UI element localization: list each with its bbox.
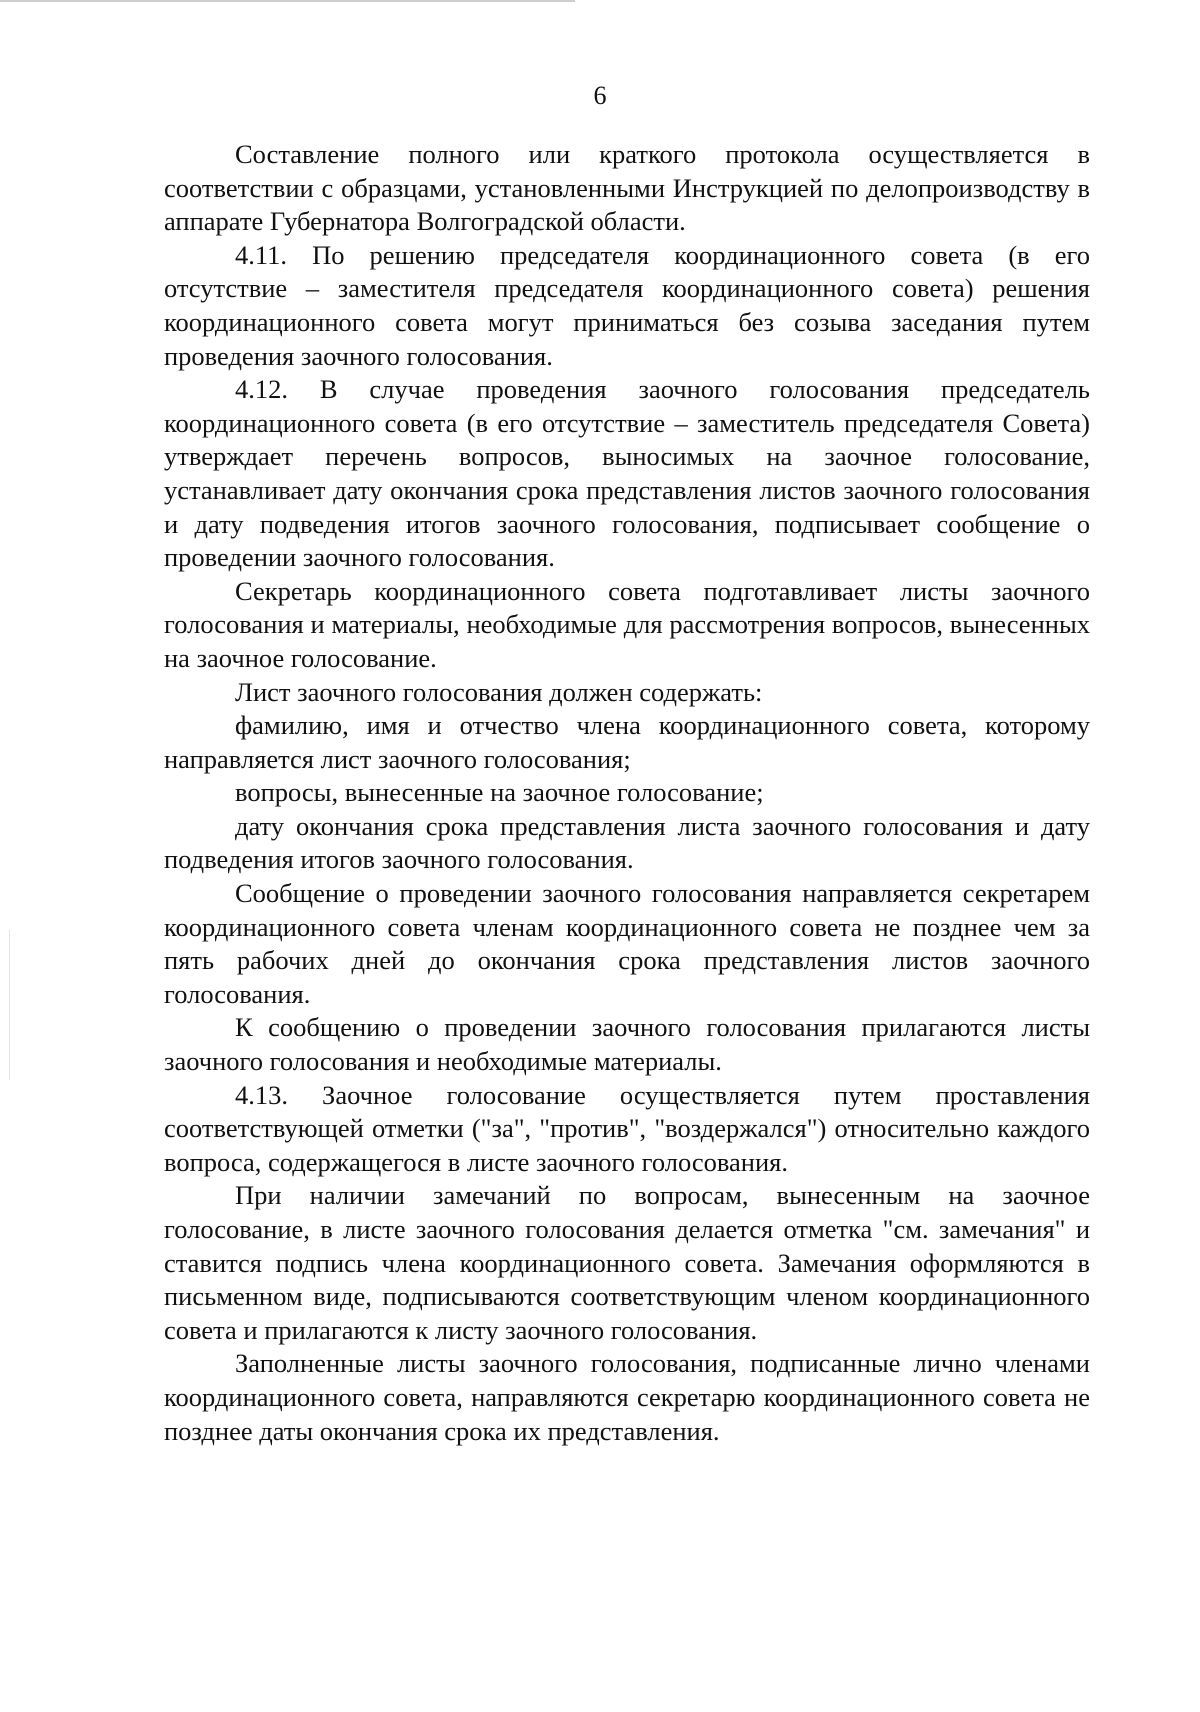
paragraph-notice-attachments: К сообщению о проведении заочного голосования прилагаются листы заочного голосования и необходимые материалы.	[164, 1012, 1090, 1077]
paragraph-remarks: При наличии замечаний по вопросам, вынесенным на заочное голосование, в листе заочного голосования делается отметка "см. замечания" и ставится подпись члена координационного совета. Замечания оформляются в письменном виде, подписываются соответствующим членом координационного совета и прилагаются к листу заочного голосования.	[164, 1180, 1090, 1345]
paragraph-notice-sent: Сообщение о проведении заочного голосования направляется секретарем координационного совета членам координационного совета не позднее чем за пять рабочих дней до окончания срока представления листов заочного голосования.	[164, 878, 1090, 1009]
scan-margin-mark	[9, 930, 10, 1080]
list-item-questions: вопросы, вынесенные на заочное голосование;	[235, 777, 764, 808]
list-item-member-name: фамилию, имя и отчество члена координационного совета, которому направляется лист заочного голосования;	[164, 710, 1090, 774]
page-number: 6	[593, 81, 607, 110]
paragraph-sheet-contents-intro: Лист заочного голосования должен содержать:	[235, 676, 763, 707]
scan-edge-line	[0, 0, 575, 2]
list-item-dates: дату окончания срока представления листа заочного голосования и дату подведения итогов заочного голосования.	[164, 810, 1090, 875]
paragraph-protocol-composition: Составление полного или краткого протокола осуществляется в соответствии с образцами, установленными Инструкцией по делопроизводству в аппарате Губернатора Волгоградской области.	[164, 139, 1090, 237]
document-body	[164, 138, 1090, 1448]
paragraph-4-13: 4.13. Заочное голосование осуществляется путем проставления соответствующей отметки ("за", "против", "воздержался") относительно каждого вопроса, содержащегося в листе заочного голосования.	[164, 1079, 1090, 1177]
paragraph-completed-sheets: Заполненные листы заочного голосования, подписанные лично членами координационного совета, направляются секретарю координационного совета не позднее даты окончания срока их представления.	[164, 1348, 1090, 1446]
paragraph-4-12: 4.12. В случае проведения заочного голосования председатель координационного совета (в его отсутствие – заместитель председателя Совета) утверждает перечень вопросов, выносимых на заочное голосование, устанавливает дату окончания срока представления листов заочного голосования и дату подведения итогов заочного голосования, подписывает сообщение о проведении заочного голосования.	[164, 374, 1090, 573]
paragraph-4-11: 4.11. По решению председателя координационного совета (в его отсутствие – заместителя председателя координационного совета) решения координационного совета могут приниматься без созыва заседания путем проведения заочного голосования.	[164, 239, 1090, 371]
paragraph-secretary-prepares: Секретарь координационного совета подготавливает листы заочного голосования и материалы, необходимые для рассмотрения вопросов, вынесенных на заочное голосование.	[164, 575, 1090, 673]
